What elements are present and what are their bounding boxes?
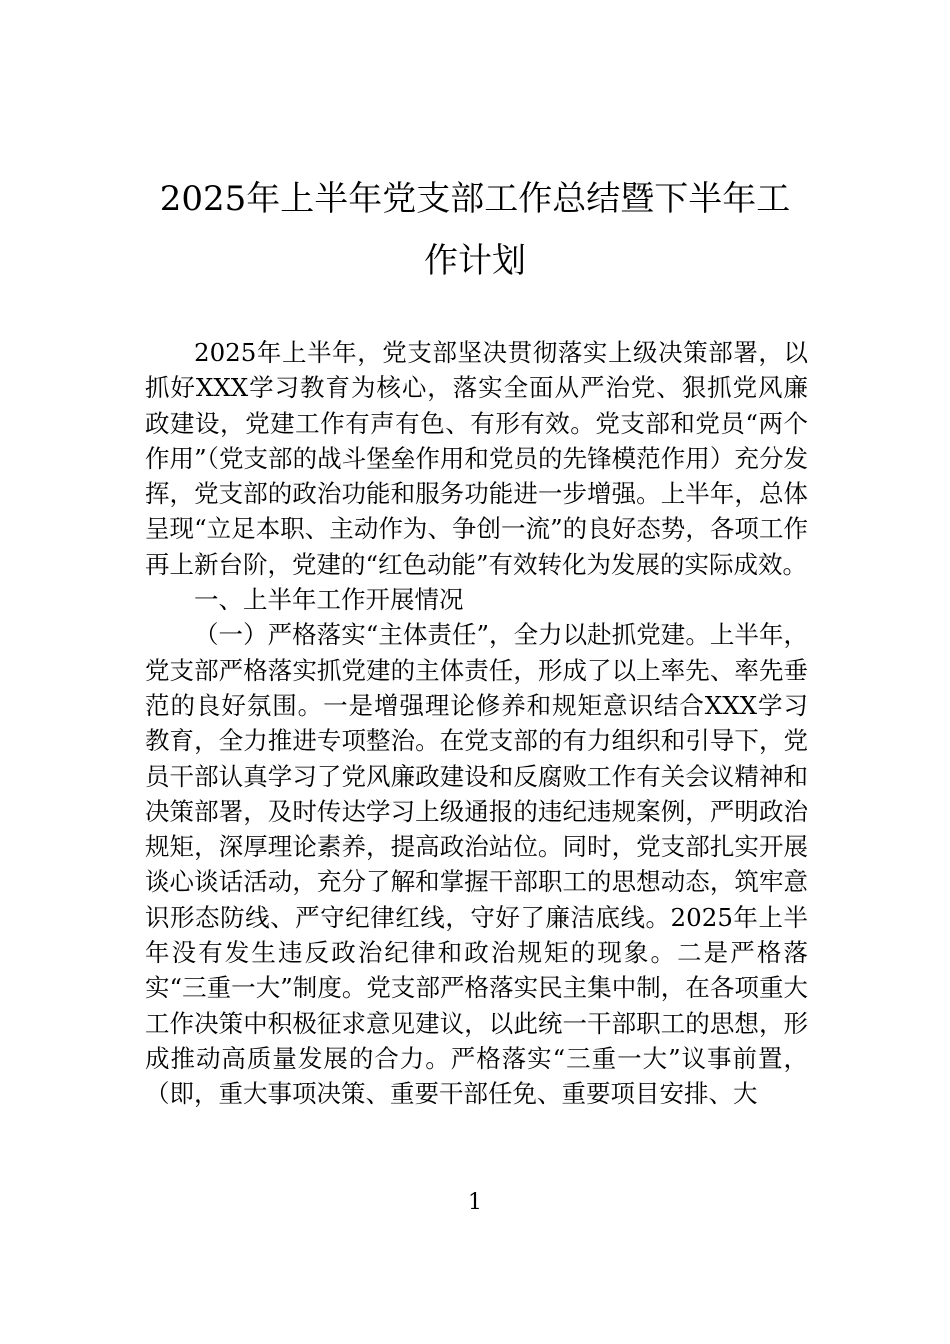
- title-line-2: 作计划: [424, 241, 526, 281]
- title-line-1: 2025年上半年党支部工作总结暨下半年工: [159, 179, 791, 219]
- document-body: [145, 335, 808, 1112]
- paragraph-subsection-1: （一）严格落实“主体责任”，全力以赴抓党建。上半年，党支部严格落实抓党建的主体责任，形成了以上率先、率先垂范的良好氛围。一是增强理论修养和规矩意识结合XXX学习教育，全力推进专项整治。在党支部的有力组织和引导下，党员干部认真学习了党风廉政建设和反腐败工作有关会议精神和决策部署，及时传达学习上级通报的违纪违规案例，严明政治规矩，深厚理论素养，提高政治站位。同时，党支部扎实开展谈心谈话活动，充分了解和掌握干部职工的思想动态，筑牢意识形态防线、严守纪律红线，守好了廉洁底线。2025年上半年没有发生违反政治纪律和政治规矩的现象。二是严格落实“三重一大”制度。党支部严格落实民主集中制，在各项重大工作决策中积极征求意见建议，以此统一干部职工的思想，形成推动高质量发展的合力。严格落实“三重一大”议事前置，（即，重大事项决策、重要干部任免、重要项目安排、大: [145, 620, 808, 1109]
- paragraph-intro: 2025年上半年，党支部坚决贯彻落实上级决策部署，以抓好XXX学习教育为核心，落实全面从严治党、狠抓党风廉政建设，党建工作有声有色、有形有效。党支部和党员“两个作用”（党支部的战斗堡垒作用和党员的先锋模范作用）充分发挥，党支部的政治功能和服务功能进一步增强。上半年，总体呈现“立足本职、主动作为、争创一流”的良好态势，各项工作再上新台阶，党建的“红色动能”有效转化为发展的实际成效。: [145, 338, 808, 579]
- document-title: [120, 168, 830, 292]
- page-number: 1: [468, 1190, 482, 1215]
- section-heading: 一、上半年工作开展情况: [194, 585, 464, 615]
